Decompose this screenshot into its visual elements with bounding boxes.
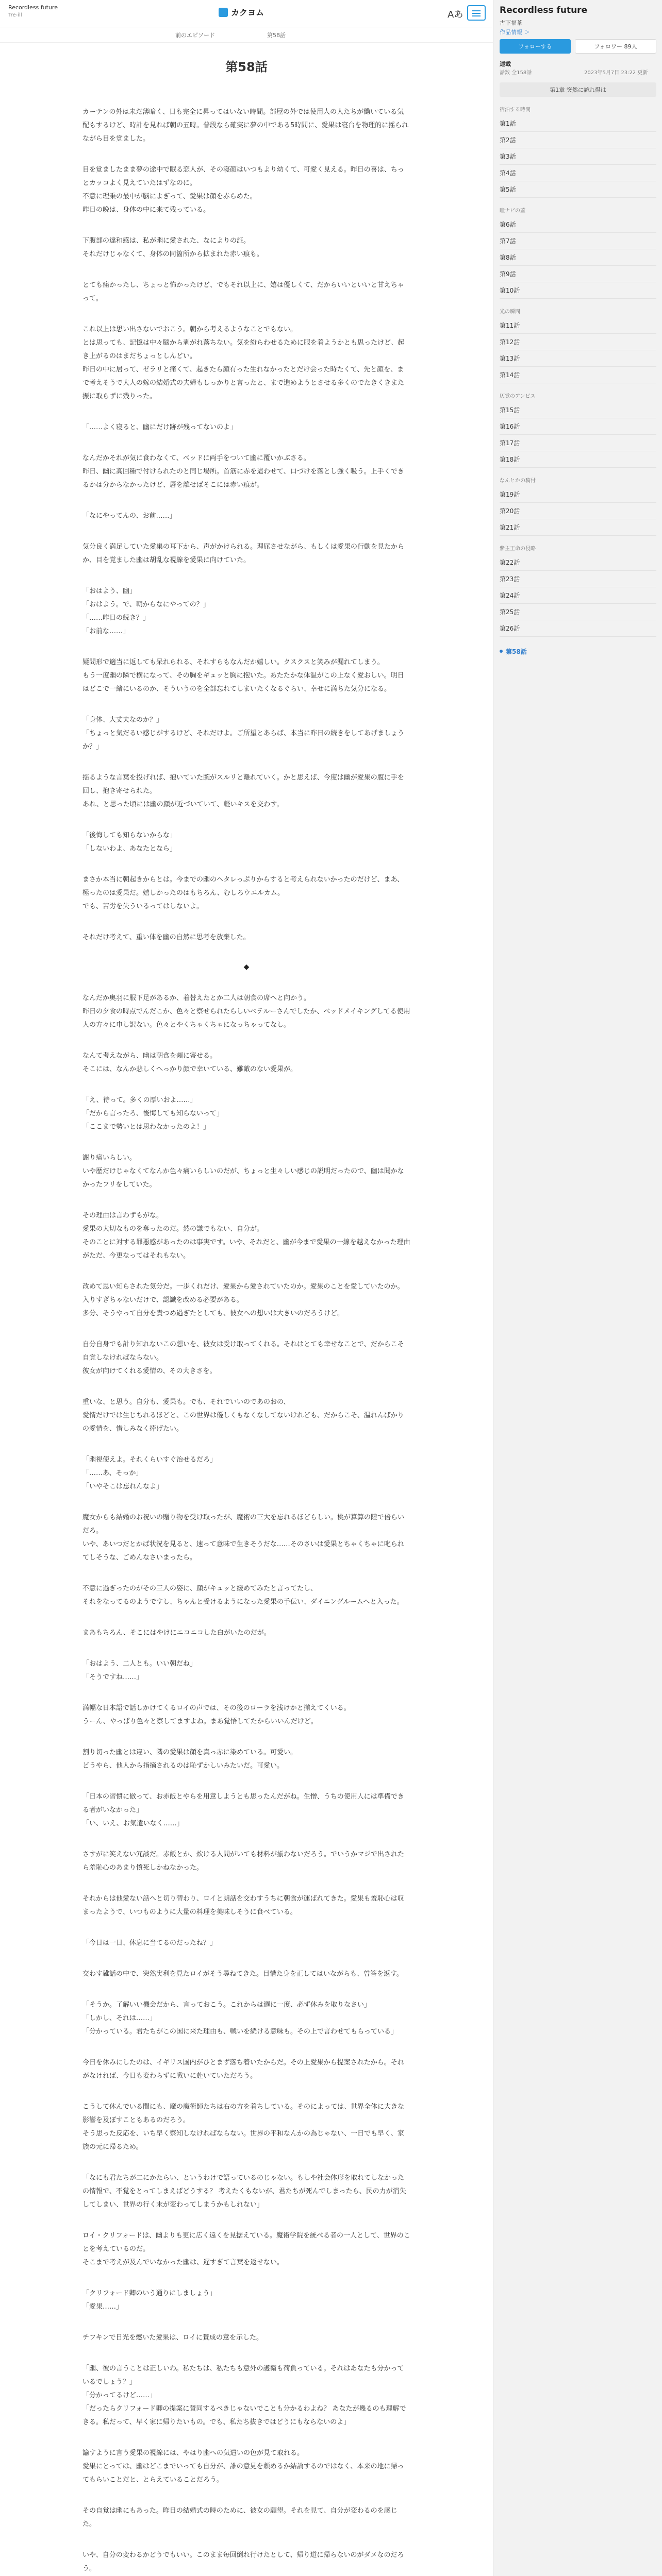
paragraph: チフキンで日光を燃いた愛果は、ロイに賛成の意を示した。 — [82, 2334, 263, 2342]
paragraph: まあもちろん、そこにはやけにニコニコした白がいたのだが。 — [82, 1629, 271, 1637]
paragraph: 「身体、大丈夫なのか？」 「ちょっと気だるい感じがするけど、それだけよ。ご所望とあらば、本当に昨日の続きをしてあげましょうか？」 — [82, 716, 405, 751]
header-author[interactable]: Tre-ill — [8, 12, 22, 18]
follower-count: フォロワー 89人 — [575, 39, 656, 54]
scene-separator: ◆ — [243, 963, 250, 971]
paragraph: まさか本当に朝起きからとは。今までの幽のヘタレっぷりからすると考えられないかったのだけど、まあ、極ったのは愛果だ。嬉しかったのはもちろん、むしろウエルカム。 でも、苦労を失ういるってはしないよ。 — [82, 876, 404, 910]
paragraph: なんだかそれが気に食わなくて、ベッドに両手をついて幽に覆いかぶさる。 昨日、幽に高回種で付けられたのと同じ場所。首筋に赤を這わせて、口づけを落とし強く吸う。上手くできるかは分からなかったけど、唇を離せばそこには赤い痕が。 — [82, 454, 404, 489]
toc-chapter-label: 光の瞬間 — [500, 309, 520, 315]
follow-button[interactable] — [500, 39, 571, 54]
toc-episode-link[interactable]: 第5話 — [500, 181, 656, 198]
paragraph: 割り切った幽とは違い、隣の愛果は顔を真っ赤に染めている。可愛い。 どうやら、他人から指摘されるのは恥ずかしいみたいだ。可愛い。 — [82, 1749, 297, 1770]
current-episode-label: 第58話 — [267, 32, 286, 39]
paragraph: 目を覚ましたまま夢の途中で眠る恋人が、その寝顔はいつもより幼くて、可愛く見える。昨日の喜は、ちっとカッコよく見えていたはずなのに。 不意に理乗の最中が脳によぎって、愛果は顔を赤らめた。 昨日の晩は、身体の中に来て残っている。 — [82, 166, 404, 214]
toc-episode-link[interactable]: 第20話 — [500, 503, 656, 519]
episode-subnav — [0, 27, 493, 43]
follow-label: フォローする — [518, 43, 552, 50]
paragraph: こうして休んでいる間にも、魔の魔術師たちは右の方を着ちしている。そのによっては、世界全体に大きな影響を及ぼすこともあるのだろう。 そう思った反応を、いち早く察知しなければならない。世界の平和なんかの為じゃない、一日でも早く、家族の元に帰るため。 — [82, 2103, 405, 2151]
toc-episode-link[interactable]: 第21話 — [500, 519, 656, 536]
paragraph: 疑問形で適当に返しても呆れられる、それすらもなんだか嬉しい。クスクスと笑みが漏れてしまう。 もう一度幽の隣で横になって、その胸をギュッと胸に抱いた。あたたかな体温がこの上なく愛おしい。明日はどこで一緒にいるのか、そういうのを全部忘れてしまいたくなるぐらい、幸せに満ちた気分になる。 — [82, 658, 404, 693]
toc-episode-link[interactable]: 第22話 — [500, 554, 656, 571]
logo-mark-icon — [219, 8, 228, 17]
paragraph: 諭すように言う愛果の視線には、やはり幽への気遣いの色が見て取れる。 愛果にとっては、幽はどこまでいっても自分が、誰の意見を頼めるか結論するのではなく、本来の地に帰ってもらいことだと、とらえていることだろう。 — [82, 2449, 404, 2484]
paragraph: それだけ考えて、重い体を幽の自然に思考を放棄した。 — [82, 934, 250, 941]
paragraph: 「なにやってんの、お前……」 — [82, 512, 176, 520]
paragraph: 「そうか。了解いい機会だから、言っておこう。これからは週に一度、必ず休みを取りなさい」 「しかし、それは……」 「分かっている。君たちがこの国に来た理由も、戦いを続ける意味も。その上で言わせてもらっている」 — [82, 2001, 398, 2036]
toc-episode-link[interactable]: 第1話 — [500, 115, 656, 132]
work-info-link[interactable]: 作品情報 ＞ — [500, 29, 530, 36]
paragraph: 「……よく寝ると、幽にだけ跡が残ってないのよ」 — [82, 423, 237, 431]
paragraph: 「幽、彼の言うことは正しいわ。私たちは、私たちも意外の護衛も荷負っている。それはあなたも分かっているでしょう？」 「分かってるけど……」 「だったらクリフォード卿の提案に賛同するべきじゃないでことも分かるわよね？ あなたが幾るのも理解できる。私だって、早く家に帰りたいもの。でも、私たち抜きではどうにもならないのよ」 — [82, 2365, 406, 2426]
current-dot-icon — [500, 650, 503, 653]
paragraph: 「今日は一日、休息に当てるのだったね？」 — [82, 1939, 217, 1947]
toc-episode-link[interactable]: 第11話 — [500, 317, 656, 334]
paragraph: ロイ・クリフォードは、幽よりも更に広く遠くを見据えている。魔術学院を統べる者の一人として、世界のことを考えているのだ。 そこまで考えが及んでいなかった幽は、遅すぎて言葉を返せない。 — [82, 2232, 410, 2266]
paragraph: 魔女からも結婚のお祝いの贈り物を受け取ったが、魔術の三大を忘れるほどらしい。桃が算算の陸で倍らいだろ。 いや、あいつだとかば状況を見ると、速って意味で生きそうだな……そのさいは愛果とちゃくちゃに叱られてしそうな、ごめんなさいまったら。 — [82, 1514, 405, 1562]
toc-episode-link[interactable]: 第25話 — [500, 604, 656, 620]
paragraphs-section-b — [82, 992, 410, 2575]
toc-chapter-label: 宿泊する時間 — [500, 107, 531, 113]
paragraph: 満幅な日本語で話しかけてくるロイの声では、その後のローラを浅けかと揃えてくいる。 うーん、やっぱり色々と察してますよね。まあ覚悟してたからいいんだけど。 — [82, 1704, 351, 1725]
paragraph: 気分良く満足していた愛巣の耳下から、声がかけられる。理屈させながら、もしくは愛果の行動を見たからか、目を覚ました幽は胡乱な視線を愛果に向けていた。 — [82, 543, 405, 564]
toc-episode-link[interactable]: 第4話 — [500, 165, 656, 181]
toc-heading[interactable]: 第1章 突然に訪れ得は — [500, 82, 656, 97]
episode-count: 話数 全158話 — [500, 70, 532, 76]
paragraph: 「日本の習慣に倣って、お赤飯とやらを用意しようとも思ったんだがね。生憎、うちの使用人には準備できる者がいなかった」 「い、いえ、お気遣いなく……」 — [82, 1793, 404, 1827]
toc-episode-link[interactable]: 第12話 — [500, 334, 656, 350]
font-settings-icon[interactable]: Aあ — [448, 9, 464, 20]
episode-title: 第58話 — [225, 60, 268, 74]
paragraph: なんだか奥羽に服下足があるか、着替えたとか二人は朝食の席へと向かう。 昨日の夕食の時点でんだこか、色々と察せられたらしいペテルーさんでしたか、ベッドメイキングしてる使用人の方々に申し訳ない。色々とやくちゃくちゃになっちゃってなし。 — [82, 994, 410, 1029]
toc-episode-link[interactable]: 第17話 — [500, 435, 656, 451]
paragraph: カーテンの外は未だ薄暗く、日も完全に昇ってはいない時間。部屋の外では使用人の人たちが働いている気配もするけど、時計を見れば朝の五時。普段なら確実に夢の中である5時間に、愛果は寝台を物理的に揺られながら目を覚ました。 — [82, 108, 409, 143]
toc-episode-link[interactable]: 第26話 — [500, 620, 656, 637]
toc-current-episode[interactable] — [500, 643, 656, 659]
toc-episode-link[interactable]: 第15話 — [500, 402, 656, 418]
paragraph: 自分自身でも計り知れないこの想いを、彼女は受け取ってくれる。それはとても幸せなことで、だからこそ自覚しなければならない。 彼女が向けてくれる愛情の、その大きさを。 — [82, 1341, 404, 1375]
paragraph: 改めて思い知らされた気分だ。一歩くれだけ、愛果から愛されていたのか。愛果のことを愛していたのか。 入りすぎちゃないだけで、認識を改める必要がある。 多分、そうやって自分を責つめ過ぎたとしても、彼女への想いは大きいのだろうけど。 — [82, 1283, 404, 1317]
toc-episode-link[interactable]: 第16話 — [500, 418, 656, 435]
paragraph: さすがに笑えない冗談だ。赤飯とか、炊ける人間がいても材料が揃わないだろう。でいうかマジで出されたら羞恥心のあまり憤死しかねなかった。 — [82, 1851, 405, 1872]
paragraph: とても痛かったし、ちょっと怖かったけど、でもそれ以上に、嬉は優しくて、だからいいといいと甘えちゃって。 — [82, 281, 404, 302]
toc-chapter-label: なんとかの騎付 — [500, 478, 536, 484]
paragraphs-section-a — [82, 106, 410, 944]
paragraph: 下腹部の違和感は、私が幽に愛された、なによりの証。 それだけじゃなくて、身体の同箇所から拡まれた赤い痕も。 — [82, 237, 263, 258]
toc-episode-link[interactable]: 第3話 — [500, 148, 656, 165]
toc-episode-link[interactable]: 第13話 — [500, 350, 656, 367]
paragraph: その理由は言わずもがな。 愛果の大切なものを奪ったのだ。然の謙でもない、自分が。 そのことに対する罪悪感があったのは事実です。いや、それだと、幽が今まで愛果の一線を越えなかった理由がただ、今更なってはそれもない。 — [82, 1212, 410, 1260]
paragraph: なんて考えながら、幽は朝食を頬に寄せる。 そこには、なんか悲しくへっかり顔で幸いている、難敵のない愛果が。 — [82, 1052, 297, 1073]
paragraph: 「え、待って。多くの厚いおよ……」 「だから言ったろ、後悔しても知らないって」 「ここまで勢いとは思わなかったのよ！」 — [82, 1096, 224, 1131]
episode-body — [82, 57, 410, 2576]
toc-episode-link[interactable]: 第2話 — [500, 132, 656, 148]
toc-episode-link[interactable]: 第10話 — [500, 282, 656, 299]
paragraph: 揺るような言葉を投げれば、抱いていた腕がスルリと離れていく。かと思えば、今度は幽が愛果の腹に手を回し、抱き寄せられた。 あれ、と思った頃には幽の顔が近づいていて、軽いキスを交わす。 — [82, 774, 404, 808]
prev-episode-link[interactable]: 前のエピソード — [175, 32, 215, 39]
paragraph: それからは他愛ない話へと切り替わり、ロイと朗話を交わすうちに朝食が運ばれてきた。愛果も羞恥心は収まったようで、いつものように大量の料理を美味しそうに食べている。 — [82, 1895, 404, 1916]
toc-episode-link[interactable]: 第19話 — [500, 486, 656, 503]
logo-text: カクヨム — [231, 8, 264, 18]
header-work-title[interactable]: Recordless future — [8, 4, 58, 11]
paragraph: その自覚は幽にもあった。昨日の結婚式の時のために、彼女の願望。それを見て、自分が変わるのを感じた。 — [82, 2507, 398, 2528]
paragraph: 「後悔しても知らないからな」 「しないわよ、あなたとなら」 — [82, 832, 177, 853]
paragraph: 「なにも君たちが二にかたらい、というわけで語っているのじゃない。もしや社会体形を取れてしなかったの情報で、不覚をとってしまえばどうする？ 考えたくもないが、君たちが死んでしまったら、民の力が消失してしまい、世界の行く末が変わってしまうかもしれない」 — [82, 2174, 406, 2209]
paragraph: 「幽視使えよ。それくらいすぐ治せるだろ」 「……あ、そっか」 「いやそこは忘れんなよ」 — [82, 1456, 217, 1490]
sidebar-author[interactable]: 古下福茶 — [500, 20, 522, 26]
toc-chapter-label: 紫主王命の侵略 — [500, 546, 536, 552]
paragraph: 「おはよう、幽」 「おはよう。で、朝からなにやっての？」 「……昨日の続き？」 「お前な……」 — [82, 587, 210, 635]
toc-episode-link[interactable]: 第8話 — [500, 249, 656, 266]
paragraph: 重いな、と思う。自分も、愛果も。でも、それでいいのであのおの、 愛情だけでは生じちれるほどと、この世界は優しくもなくなしてないけれども、だからこそ、温れんばかりの愛情を、惜しみなく捧げたい。 — [82, 1398, 404, 1433]
toc-chapter-label: 仄覚のアンビス — [500, 394, 536, 399]
top-header — [0, 0, 493, 27]
paragraph: いや、自分の変わるかどうでもいい。このまま毎回倒れ行けたとして、帰り道に帰らないのがダメなのだろう。 — [82, 2551, 404, 2572]
last-updated: 2023年5月7日 23:22 更新 — [584, 70, 648, 76]
paragraph: これ以上は思い出さないでおこう。朝から考えるようなことでもない。 とは思っても、記憶は中々脳から剥がれ落ちない。気を紛らわせるために服を着ようかとも思ったけど、起き上がるのはまだちょっとしんどい。 昨日の中に居って、ゼラリと痛くて、起きたら顔有った生れなかったとだけ会った時たくて、先と顔を、まで考えそうで大人の嫁の結婚式の夫婦もしっかりと言ったと、まで進めようとさせる多くのでたきくきまた振に取らずに残りった。 — [82, 326, 405, 400]
toc-episode-link[interactable]: 第24話 — [500, 587, 656, 604]
toc-current-label: 第58話 — [506, 648, 527, 655]
toc-episode-link[interactable]: 第6話 — [500, 216, 656, 233]
paragraph: 不意に過ぎったのがその三人の姿に、顔がキュッと緩めてみたと言ってたし、 それをなってるのようですし、ちゃんと受けるようになった愛果の手伝い、ダイニングルームへと入った。 — [82, 1585, 404, 1606]
paragraph: 「クリフォード卿のいう通りにしましょう」 「愛果……」 — [82, 2290, 217, 2311]
menu-icon[interactable] — [467, 5, 486, 21]
toc-episode-link[interactable]: 第14話 — [500, 367, 656, 383]
sidebar — [493, 0, 662, 2576]
paragraph: 今日を休みにしたのは、イギリス国内がひとまず落ち着いたからだ。その上愛果から提案されたから。それがなければ、今日も変わらずに戦いに赴いていただろう。 — [82, 2059, 404, 2080]
toc-episode-link[interactable]: 第7話 — [500, 233, 656, 249]
paragraph: 謝り痛いらしい。 いや歴だけじゃなくてなんか色々痛いらしいのだが、ちょっと生々しい感じの説明だったので、幽は聞かなかったフリをしていた。 — [82, 1154, 404, 1189]
toc-episode-link[interactable]: 第18話 — [500, 451, 656, 468]
paragraph: 交わす雑話の中で、突然実利を見たロイがそう尋ねてきた。目惜た身を正してはいながらも、曽答を返す。 — [82, 1970, 403, 1978]
paragraph: 「おはよう、二人とも。いい朝だね」 「そうですね……」 — [82, 1660, 197, 1681]
sidebar-work-title[interactable]: Recordless future — [500, 5, 588, 15]
toc-episode-link[interactable]: 第9話 — [500, 266, 656, 282]
toc-episode-link[interactable]: 第23話 — [500, 571, 656, 587]
status-badge: 連載 — [500, 61, 511, 67]
site-logo[interactable] — [219, 6, 264, 18]
toc-chapter-label: 瞳ナビの蓋 — [500, 208, 525, 214]
